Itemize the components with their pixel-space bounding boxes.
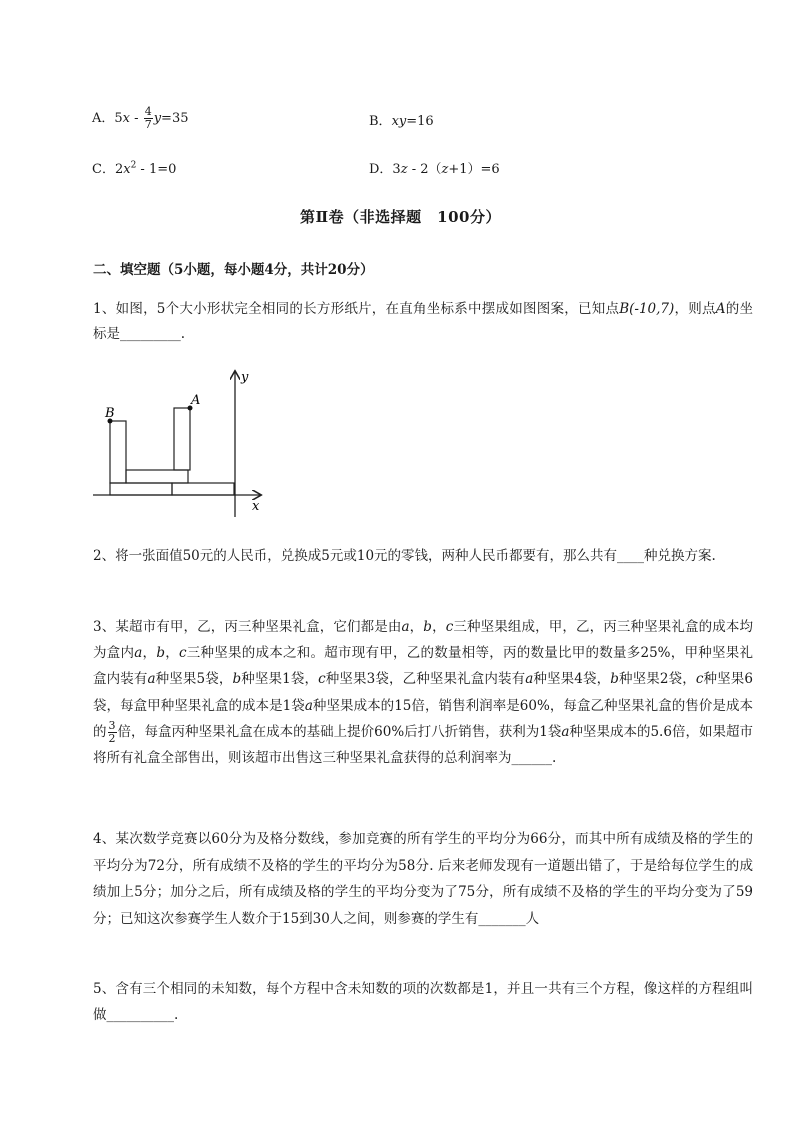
q3-text: 种坚果5袋， [155, 671, 233, 688]
q3-text: 种坚果3袋，乙种坚果礼盒内装有 [325, 671, 526, 688]
option-a-label: A．5 [92, 111, 123, 126]
var-c: c [695, 671, 704, 688]
frac-num: 4 [144, 105, 152, 118]
section-title: 第Ⅱ卷（非选择题 100分） [300, 208, 501, 226]
q3-text: 种坚果6袋，每盒甲种坚果礼盒的成本是1袋 [93, 671, 754, 714]
option-c-label: C．2 [92, 162, 124, 177]
var-a: a [134, 645, 143, 662]
q3-text: 三种坚果组成，甲，乙，丙三种坚果礼盒的成本均为盒内 [93, 619, 753, 662]
question-2: 2、将一张面值50元的人民币，兑换成5元或10元的零钱，两种人民币都要有，那么共有____种兑换方案. [93, 548, 716, 564]
var-a: a [525, 671, 534, 688]
label-x: x [252, 499, 260, 514]
point-a: A [715, 301, 726, 317]
option-c [92, 158, 176, 177]
question-1 [93, 297, 753, 347]
var-x: x [123, 162, 131, 177]
rect-left-vertical [110, 421, 126, 483]
q3-text: 三种坚果的成本之和。超市现有甲，乙的数量相等，丙的数量比甲的数量多25%，甲种坚果礼盒内装有 [93, 645, 753, 688]
q3-text: ， [142, 645, 157, 662]
var-x: x [122, 111, 131, 126]
var-b: b [232, 671, 242, 688]
q3-text: 种坚果2袋， [618, 671, 696, 688]
option-b-rest: =16 [406, 114, 434, 129]
point-b: B(-10,7) [619, 301, 675, 317]
question-5: 5、含有三个相同的未知数，每个方程中含未知数的项的次数都是1，并且一共有三个方程，像这样的方程组叫做__________. [93, 981, 753, 1023]
option-b [369, 110, 434, 129]
rect-bottom-right [172, 483, 234, 495]
var-c: c [445, 619, 454, 635]
rect-middle [126, 470, 188, 483]
var-a: a [304, 697, 313, 714]
option-b-label: B． [369, 114, 392, 129]
q3-text: ， [431, 619, 446, 635]
var-a: a [401, 619, 410, 635]
part-title: 二、填空题（5小题，每小题4分，共计20分） [93, 262, 374, 278]
question-4: 4、某次数学竞赛以60分为及格分数线，参加竞赛的所有学生的平均分为66分，而其中所有成绩及格的学生的平均分为72分，所有成绩不及格的学生的平均分为58分. 后来老师发现有一道题出错了，于是给每位学生的成绩加上5分；加分之后，所有成绩及格的学生的平均分变为了75分，所有成绩不及格的学生的平均分变为了59分；已知这次参赛学生人数介于15到30人之间，则参赛的学生有_______人 [93, 831, 753, 927]
frac-num: 3 [108, 718, 116, 732]
rect-right-vertical [174, 408, 190, 470]
q3-answer-blank: 种坚果成本的5.6倍，如果超市将所有礼盒全部售出，则该超市出售这三种坚果礼盒获得的总利润率为______. [93, 723, 753, 767]
var-y: y [153, 111, 162, 126]
var-c: c [178, 645, 187, 662]
var-a: a [561, 723, 570, 740]
label-a: A [191, 393, 201, 408]
fraction-4-7 [144, 106, 153, 131]
frac-den: 2 [108, 731, 116, 745]
option-d-rest: +1）=6 [448, 162, 500, 177]
q1-text: 1、如图，5个大小形状完全相同的长方形纸片，在直角坐标系中摆成如图图案，已知点 [93, 301, 620, 317]
var-xy: xy [391, 114, 407, 129]
q3-text: 种坚果成本的15倍，销售利润率是60%，每盒乙种坚果礼盒的售价是成本的 [93, 697, 753, 740]
var-b: b [156, 645, 165, 662]
q3-text: ， [164, 645, 179, 662]
var-z: z [441, 162, 449, 177]
coordinate-figure [88, 364, 268, 524]
option-d [369, 158, 500, 177]
question-3 [93, 614, 753, 771]
q3-text: 3、某超市有甲，乙，丙三种坚果礼盒，它们都是由 [93, 619, 402, 635]
exponent: 2 [130, 160, 137, 171]
option-d-mid: - 2（ [407, 162, 442, 177]
q3-text: 种坚果4袋， [533, 671, 611, 688]
var-b: b [610, 671, 619, 688]
minus: - [130, 111, 143, 126]
q1-text: ，则点 [674, 301, 716, 317]
label-b: B [105, 406, 115, 421]
fraction-3-2 [108, 720, 117, 745]
frac-den: 7 [144, 118, 152, 131]
var-z: z [400, 162, 408, 177]
q3-text: ， [409, 619, 424, 635]
q3-text: 种坚果1袋， [241, 671, 319, 688]
option-a-rest: =35 [161, 111, 189, 126]
var-b: b [423, 619, 432, 635]
label-y: y [241, 370, 249, 385]
q3-text: 倍，每盒丙种坚果礼盒在成本的基础上提价60%后打八折销售，获利为1袋 [117, 723, 562, 740]
rect-bottom-left [110, 483, 172, 495]
var-a: a [147, 671, 156, 688]
var-c: c [318, 671, 326, 688]
option-a [92, 106, 188, 131]
option-d-label: D．3 [369, 162, 401, 177]
q1-answer-blank: 的坐标是_________. [93, 301, 754, 342]
option-c-rest: - 1=0 [136, 162, 177, 177]
